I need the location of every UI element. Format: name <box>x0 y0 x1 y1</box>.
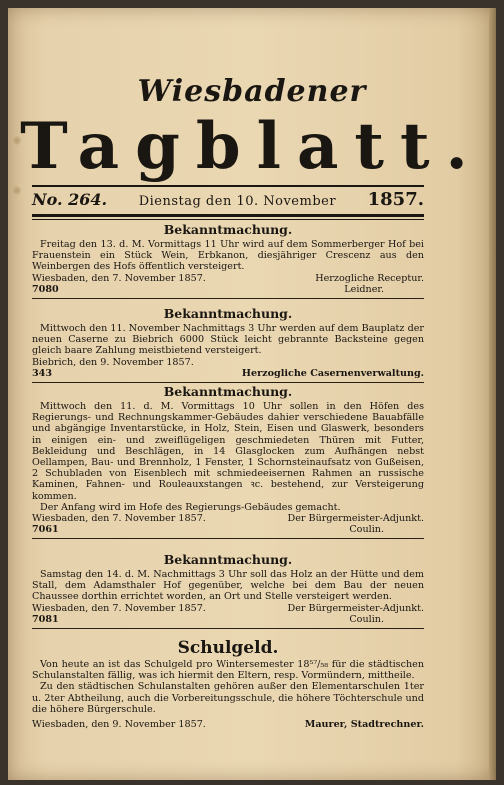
notice-body: Freitag den 13. d. M. Vormittags 11 Uhr wird auf dem Sommerberger Hof bei Frauenstein ein Stück Wein, Erbkanon, diesjähriger Crescenz aus den Weinbergen des Hofs öffentlich versteigert. <box>32 239 424 273</box>
notice-place-date: Wiesbaden, den 7. November 1857. <box>32 513 206 525</box>
separator <box>32 538 424 539</box>
notice-body: Zu den städtischen Schulanstalten gehören außer den Elementarschulen 1ter u. 2ter Abtheilung, auch die Vorbereitungsschule, die höhere Töchterschule und die höhere Bürgerschule. <box>32 681 424 715</box>
notice-body: Von heute an ist das Schulgeld pro Wintersemester 18⁵⁷/₅₈ für die städtischen Schulanstalten fällig, was ich hiermit den Eltern, resp. Vormündern, mittheile. <box>32 659 424 682</box>
notice-3 <box>32 384 424 539</box>
notice-place-date: Wiesbaden, den 7. November 1857. <box>32 602 206 614</box>
notice-heading: Bekanntmachung. <box>163 552 293 567</box>
notice-heading: Bekanntmachung. <box>163 384 293 399</box>
notice-2 <box>32 306 424 383</box>
notice-code: 7080 <box>32 283 59 295</box>
notice-signature: Herzogliche Receptur. <box>315 272 424 284</box>
notice-signature-name: Coulin. <box>349 613 384 625</box>
dateline <box>32 189 424 215</box>
notice-4 <box>32 552 424 629</box>
separator <box>32 382 424 383</box>
notice-body: Mittwoch den 11. d. M. Vormittags 10 Uhr sollen in den Höfen des Regierungs- und Rechnungskammer-Gebäudes dahier verschiedene Bauabfälle und abgängige Inventarstücke, in Holz, Stein, Eisen und Glaswerk, besonders in einigen ein- und zweiflügeligen geschmiedeten Thüren mit Futter, Bekleidung und Beschlägen, in 14 Glasglocken zum Aufhängen nebst Oellampen, Bau- und Brennholz, 1 Fenster, 1 Schornsteinaufsatz von Gußeisen, 2 Schubladen von Eisenblech mit schmiedeeisernen Rahmen an russische Kaminen, Fahnen- und Rouleauxstangen ꝛc. bestehend, zur Versteigerung kommen. <box>32 401 424 502</box>
masthead-top: Wiesbadener <box>137 74 367 109</box>
notice-code: 343 <box>32 367 53 379</box>
notice-signature-block <box>32 273 424 295</box>
masthead-title: Tagblatt. <box>20 109 484 184</box>
notice-heading: Schulgeld. <box>177 638 279 658</box>
notice-signature-block <box>32 368 424 379</box>
notice-signature-block <box>32 513 424 535</box>
notice-signature-name: Leidner. <box>344 283 384 295</box>
notice-place-date: Wiesbaden, den 9. November 1857. <box>32 719 206 731</box>
notice-code: 7081 <box>32 613 59 625</box>
issue-number: No. 264. <box>32 190 108 209</box>
notice-signature: Der Bürgermeister-Adjunkt. <box>287 513 424 525</box>
notice-5 <box>32 638 424 730</box>
notice-heading: Bekanntmachung. <box>163 306 293 321</box>
top-rule <box>32 185 424 187</box>
notice-signature-block <box>32 719 424 730</box>
notice-code: 7061 <box>32 524 59 536</box>
double-rule <box>32 214 424 217</box>
binding-hole <box>12 186 21 195</box>
notice-place-date: Biebrich, den 9. November 1857. <box>32 356 194 368</box>
notice-signature: Maurer, Stadtrechner. <box>304 719 424 731</box>
notice-1 <box>32 222 424 299</box>
notice-place-date: Wiesbaden, den 7. November 1857. <box>32 272 206 284</box>
notice-body: Der Anfang wird im Hofe des Regierungs-Gebäudes gemacht. <box>40 501 341 513</box>
notice-signature: Der Bürgermeister-Adjunkt. <box>287 602 424 614</box>
separator <box>32 298 424 299</box>
notice-body: Mittwoch den 11. November Nachmittags 3 Uhr werden auf dem Bauplatz der neuen Caserne zu Biebrich 6000 Stück leicht gebrannte Backsteine gegen gleich baare Zahlung meistbietend versteigert. <box>32 323 424 357</box>
notice-signature: Herzogliche Casernenverwaltung. <box>241 367 424 379</box>
notice-body: Samstag den 14. d. M. Nachmittags 3 Uhr soll das Holz an der Hütte und dem Stall, dem Adamsthaler Hof gegenüber, welche bei dem Bau der neuen Chaussee dorthin errichtet worden, an Ort und Stelle versteigert werden. <box>32 569 424 603</box>
notice-signature-name: Coulin. <box>349 524 384 536</box>
notice-signature-block <box>32 603 424 625</box>
issue-date: Dienstag den 10. November <box>138 194 337 209</box>
notice-heading: Bekanntmachung. <box>163 222 293 237</box>
double-rule-thin <box>32 219 424 220</box>
separator <box>32 628 424 629</box>
issue-year: 1857. <box>367 189 424 210</box>
